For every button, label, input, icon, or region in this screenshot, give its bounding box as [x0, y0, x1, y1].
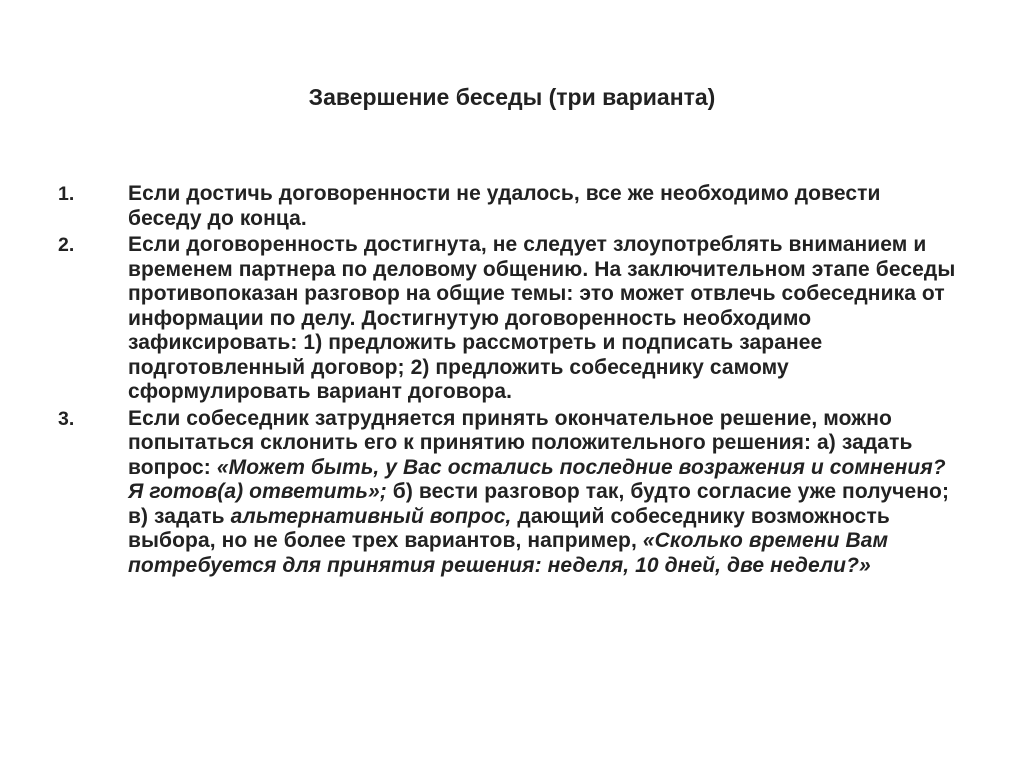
list-item	[58, 233, 978, 405]
list-item-text	[128, 407, 958, 579]
text-segment: б) вести разговор так, будто согласие уже получено; в) задать	[128, 480, 950, 528]
list-item-number: 2.	[58, 234, 75, 256]
list-item	[58, 407, 978, 579]
italic-quote-segment: «Может быть, у Вас остались последние возражения и сомнения? Я готов(а) ответить»;	[128, 455, 946, 503]
list-item	[58, 182, 978, 231]
text-segment: Если собеседник затрудняется принять окончательное решение, можно попытаться склонить его к принятию положительного решения: а) задать вопрос:	[128, 406, 913, 479]
list-item-text	[128, 182, 958, 231]
numbered-list	[58, 182, 978, 580]
text-segment: дающий собеседнику возможность выбора, но не более трех вариантов, например,	[128, 504, 890, 552]
list-item-number: 1.	[58, 183, 75, 205]
italic-term-segment: альтернативный вопрос,	[230, 504, 512, 528]
italic-quote-segment: «Сколько времени Вам потребуется для принятия решения: неделя, 10 дней, две недели?»	[128, 529, 889, 577]
text-segment: Если договоренность достигнута, не следует злоупотреблять вниманием и временем партнера по деловому общению. На заключительном этапе беседы противопоказан разговор на общие темы: это может отвлечь собеседника от информации по делу. Достигнутую договоренность необходимо зафиксировать: 1) предложить рассмотреть и подписать заранее подготовленный договор; 2) предложить собеседнику самому сформулировать вариант договора.	[128, 233, 956, 403]
slide-title: Завершение беседы (три варианта)	[308, 84, 716, 110]
text-segment: Если достичь договоренности не удалось, все же необходимо довести беседу до конца.	[128, 182, 881, 230]
list-item-number: 3.	[58, 407, 75, 430]
list-item-text	[128, 233, 958, 405]
